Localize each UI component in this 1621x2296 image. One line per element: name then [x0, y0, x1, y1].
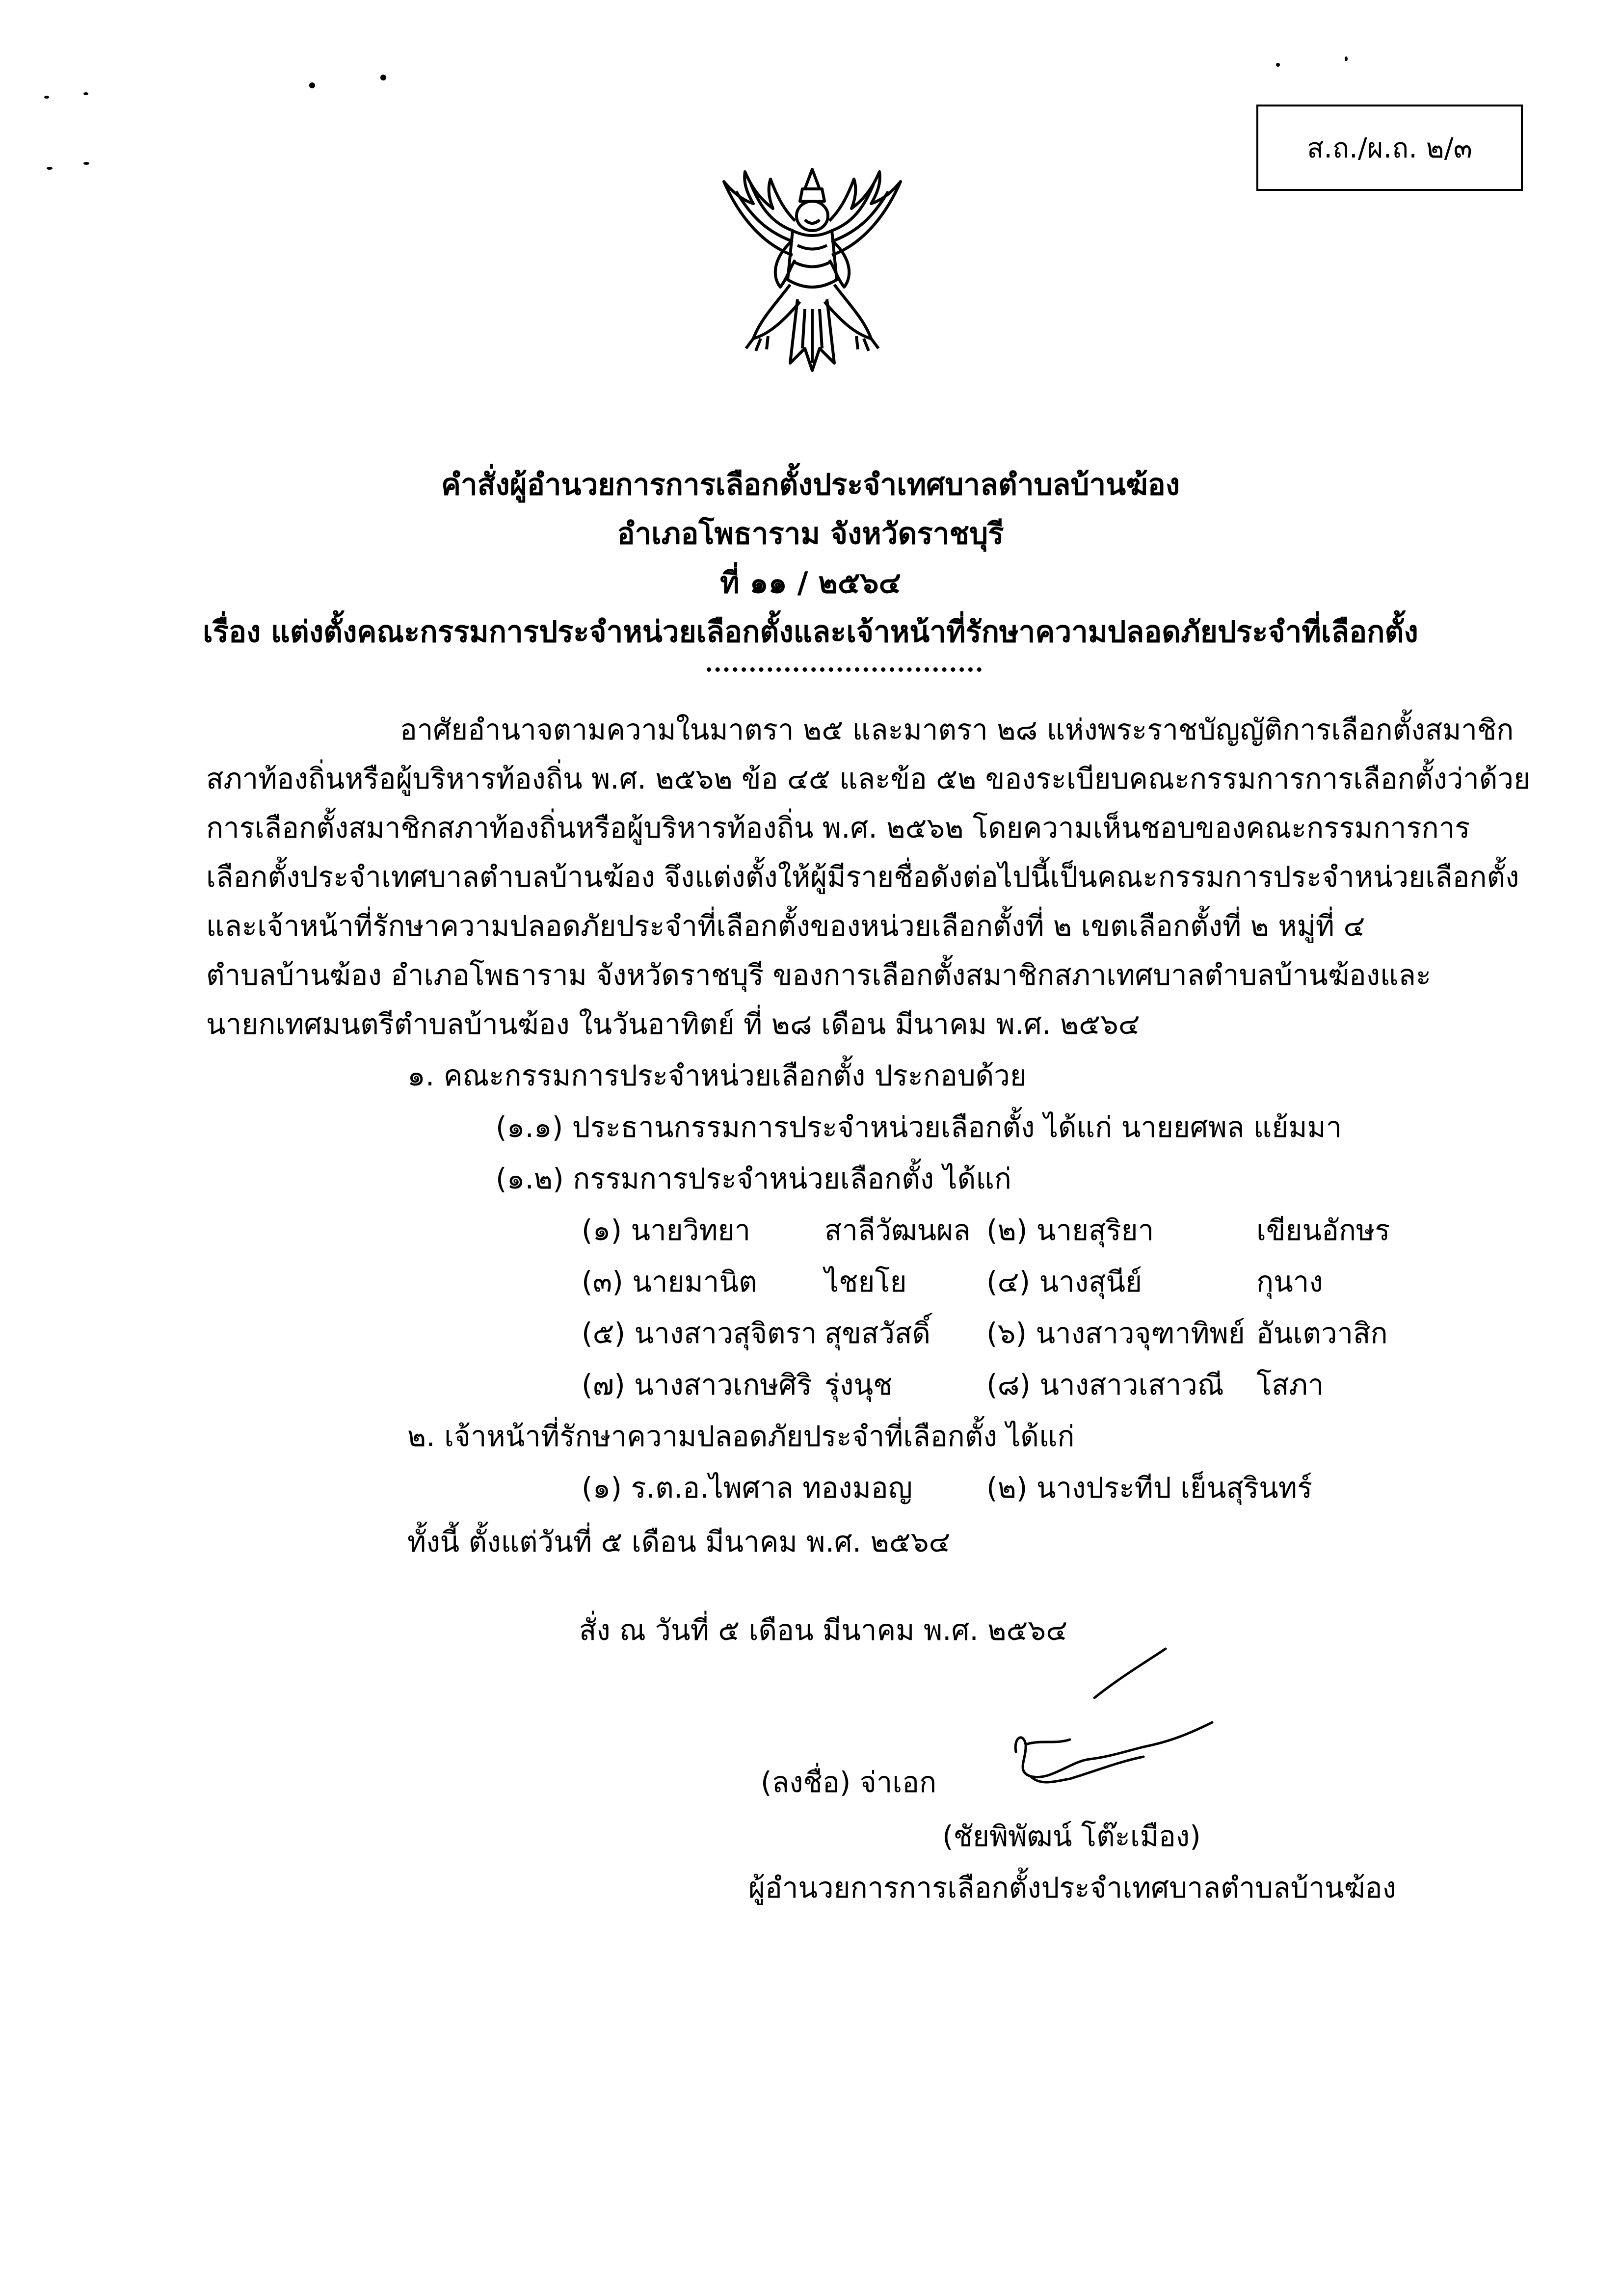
- chairman-item: (๑.๑) ประธานกรรมการประจำหน่วยเลือกตั้ง ได้แก่ นายยศพล แย้มมา: [496, 1110, 1342, 1144]
- security-officer: (๒) นางประทีป เย็นสุรินทร์: [986, 1471, 1313, 1504]
- scan-speck: [1276, 63, 1280, 67]
- paragraph-line: อาศัยอำนาจตามความในมาตรา ๒๕ และมาตรา ๒๘ แห่งพระราชบัญญัติการเลือกตั้งสมาชิก: [400, 713, 1514, 746]
- member-surname: สาลีวัฒนผล: [824, 1214, 971, 1247]
- member-surname: เขียนอักษร: [1256, 1214, 1390, 1247]
- member-name: (๖) นางสาวจุฑาทิพย์: [986, 1317, 1245, 1350]
- order-date: สั่ง ณ วันที่ ๕ เดือน มีนาคม พ.ศ. ๒๕๖๔: [579, 1613, 1068, 1647]
- member-name: (๑) นายวิทยา: [582, 1214, 751, 1247]
- order-number: ที่ ๑๑ / ๒๕๖๔: [720, 566, 901, 600]
- section2-heading: ๒. เจ้าหน้าที่รักษาความปลอดภัยประจำที่เลือกตั้ง ได้แก่: [407, 1420, 1075, 1453]
- scan-speck: [83, 162, 89, 165]
- signed-label: (ลงชื่อ) จ่าเอก: [761, 1766, 937, 1799]
- scan-speck: [44, 96, 49, 99]
- signer-name: (ชัยพิพัฒน์ โต๊ะเมือง): [942, 1820, 1201, 1853]
- member-name: (๔) นางสุนีย์: [986, 1265, 1143, 1298]
- member-surname: รุ่งนุช: [824, 1368, 893, 1401]
- form-code: ส.ถ./ผ.ถ. ๒/๓: [1307, 132, 1472, 164]
- scan-speck: [309, 82, 315, 88]
- member-name: (๗) นางสาวเกษศิริ: [582, 1368, 812, 1401]
- member-name: (๓) นายมานิต: [582, 1265, 757, 1298]
- effective-date: ทั้งนี้ ตั้งแต่วันที่ ๕ เดือน มีนาคม พ.ศ. ๒๕๖๔: [407, 1525, 951, 1558]
- member-surname: อันเตวาสิก: [1256, 1317, 1388, 1350]
- paragraph-line: สภาท้องถิ่นหรือผู้บริหารท้องถิ่น พ.ศ. ๒๕๖๒ ข้อ ๔๕ และข้อ ๕๒ ของระเบียบคณะกรรมการการเลือกตั้งว่าด้วย: [206, 762, 1531, 795]
- member-surname: กุนาง: [1256, 1265, 1323, 1298]
- paragraph-line: และเจ้าหน้าที่รักษาความปลอดภัยประจำที่เลือกตั้งของหน่วยเลือกตั้งที่ ๒ เขตเลือกตั้งที่ ๒ หมู่ที่ ๔: [206, 909, 1365, 943]
- member-surname: ไชยโย: [824, 1265, 907, 1298]
- scan-speck: [1345, 56, 1348, 61]
- scan-speck: [380, 75, 386, 80]
- order-title: คำสั่งผู้อำนวยการการเลือกตั้งประจำเทศบาลตำบลบ้านฆ้อง: [441, 468, 1180, 502]
- handwritten-signature: [996, 1639, 1251, 1816]
- paragraph-line: การเลือกตั้งสมาชิกสภาท้องถิ่นหรือผู้บริหารท้องถิ่น พ.ศ. ๒๕๖๒ โดยความเห็นชอบของคณะกรรมการการ: [206, 811, 1470, 845]
- committee-item: (๑.๒) กรรมการประจำหน่วยเลือกตั้ง ได้แก่: [496, 1162, 1011, 1195]
- member-name: (๕) นางสาวสุจิตรา: [582, 1317, 817, 1350]
- form-code-box: [1256, 105, 1523, 191]
- order-location: อำเภอโพธาราม จังหวัดราชบุรี: [617, 517, 1004, 551]
- paragraph-line: นายกเทศมนตรีตำบลบ้านฆ้อง ในวันอาทิตย์ ที่ ๒๘ เดือน มีนาคม พ.ศ. ๒๕๖๔: [206, 1007, 1140, 1041]
- member-name: (๒) นายสุริยา: [986, 1214, 1154, 1247]
- member-name: (๘) นางสาวเสาวณี: [986, 1368, 1224, 1401]
- signer-position: ผู้อำนวยการการเลือกตั้งประจำเทศบาลตำบลบ้านฆ้อง: [748, 1871, 1396, 1904]
- member-surname: โสภา: [1256, 1368, 1324, 1401]
- member-surname: สุขสวัสดิ์: [824, 1317, 931, 1350]
- title-divider: [707, 667, 982, 672]
- section1-heading: ๑. คณะกรรมการประจำหน่วยเลือกตั้ง ประกอบด้วย: [407, 1059, 1027, 1092]
- order-subject: เรื่อง แต่งตั้งคณะกรรมการประจำหน่วยเลือกตั้งและเจ้าหน้าที่รักษาความปลอดภัยประจำที่เลือกตั้ง: [203, 615, 1418, 649]
- paragraph-line: เลือกตั้งประจำเทศบาลตำบลบ้านฆ้อง จึงแต่งตั้งให้ผู้มีรายชื่อดังต่อไปนี้เป็นคณะกรรมการประจำหน่วยเลือกตั้ง: [206, 860, 1519, 894]
- paragraph-line: ตำบลบ้านฆ้อง อำเภอโพธาราม จังหวัดราชบุรี ของการเลือกตั้งสมาชิกสภาเทศบาลตำบลบ้านฆ้องและ: [206, 958, 1432, 992]
- security-officer: (๑) ร.ต.อ.ไพศาล ทองมอญ: [582, 1471, 913, 1504]
- garuda-emblem-icon: [707, 162, 918, 378]
- scan-speck: [47, 167, 53, 170]
- scan-speck: [83, 92, 88, 95]
